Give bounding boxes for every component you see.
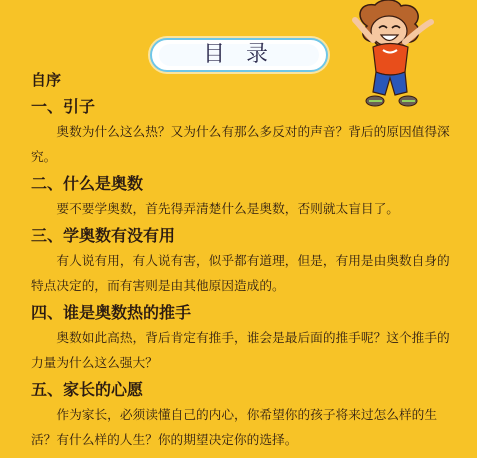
- section-title-3: 三、学奥数有没有用: [31, 226, 176, 245]
- section-5: [31, 378, 461, 452]
- section-text-4: 奥数如此高热，背后肯定有推手，谁会是最后面的推手呢？这个推手的力量为什么这么强大？: [31, 330, 450, 370]
- section-3: [31, 224, 461, 298]
- section-text-1: 奥数为什么这么热？又为什么有那么多反对的声音？背后的原因值得深究。: [31, 124, 450, 164]
- section-1: [31, 95, 461, 169]
- section-4: [31, 301, 461, 375]
- section-text-5: 作为家长，必须读懂自己的内心，你希望你的孩子将来过怎么样的生活？有什么样的人生？你的期望决定你的选择。: [31, 407, 438, 447]
- page-title: 目 录: [203, 42, 275, 67]
- section-text-2: 要不要学奥数，首先得弄清楚什么是奥数，否则就太盲目了。: [56, 201, 399, 216]
- title-banner: [150, 38, 328, 72]
- section-text-3: 有人说有用，有人说有害，似乎都有道理，但是，有用是由奥数自身的特点决定的，而有害则是由其他原因造成的。: [31, 253, 450, 293]
- section-title-5: 五、家长的心愿: [31, 380, 144, 399]
- table-of-contents: [31, 70, 461, 454]
- section-title-2: 二、什么是奥数: [31, 174, 144, 193]
- preface-heading: 自序: [31, 71, 62, 89]
- section-2: [31, 172, 461, 221]
- section-title-4: 四、谁是奥数热的推手: [31, 303, 192, 322]
- section-title-1: 一、引子: [31, 97, 96, 116]
